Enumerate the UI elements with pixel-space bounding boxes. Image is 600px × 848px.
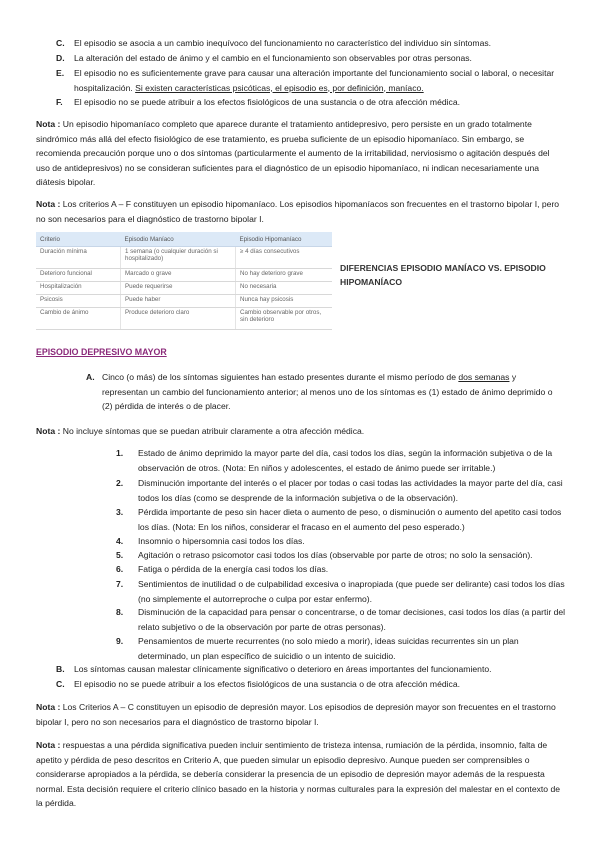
table-cell: Hospitalización: [36, 282, 121, 295]
table-header: Episodio Hipomaníaco: [236, 232, 333, 247]
item-marker: F.: [56, 97, 63, 107]
item-marker: C.: [56, 38, 65, 48]
table-cell: Psicosis: [36, 295, 121, 308]
note-paragraph: [36, 424, 564, 439]
table-cell: Puede haber: [121, 295, 236, 308]
item-text-underlined: dos semanas: [458, 372, 510, 382]
item-marker: B.: [56, 664, 65, 674]
item-text: El episodio no se puede atribuir a los efectos fisiológicos de una sustancia o de otra afección médica.: [74, 679, 460, 689]
item-marker: 7.: [116, 579, 124, 589]
table-header: Criterio: [36, 232, 121, 247]
item-text: El episodio no es suficientemente grave para causar una alteración importante del funcionamiento social o laboral, o necesitar hospitalización.: [74, 68, 555, 93]
item-marker: C.: [56, 679, 65, 689]
note-paragraph: [36, 700, 564, 729]
item-text: Fatiga o pérdida de la energía casi todos los días.: [138, 564, 329, 574]
note-paragraph: [36, 117, 564, 190]
item-marker: 6.: [116, 564, 124, 574]
list-item: [56, 677, 566, 692]
list-item: [116, 476, 566, 505]
table-cell: Cambio de ánimo: [36, 308, 121, 330]
note-paragraph: [36, 197, 564, 226]
list-item: [116, 446, 566, 475]
note-label: Nota :: [36, 119, 61, 129]
list-item: [116, 562, 566, 577]
table-cell: Deterioro funcional: [36, 269, 121, 282]
note-text: Un episodio hipomaníaco completo que aparece durante el tratamiento antidepresivo, pero persiste en un grado totalmente sindrómico más allá del efecto fisiológico de ese tratamiento, es prueba suficiente de un episodio hipomaníaco. Sin embargo, se recomienda precaución porque uno o dos síntomas (particularmente el aumento de la irritabilidad, nerviosismo o agitación después del uso de antidepresivos) no se consideran suficientes para el diagnóstico de un episodio hipomaníaco, ni indican necesariamente una diátesis bipolar.: [36, 119, 550, 188]
note-text: Los criterios A – F constituyen un episodio hipomaníaco. Los episodios hipomaníacos son frecuentes en el trastorno bipolar I, pero no son necesarios para el diagnóstico de trastorno bipolar I.: [36, 199, 560, 224]
item-text: Insomnio o hipersomnia casi todos los días.: [138, 536, 305, 546]
list-item: [56, 95, 566, 110]
section-title: EPISODIO DEPRESIVO MAYOR: [36, 347, 167, 357]
item-marker: 1.: [116, 448, 124, 458]
table-cell: 1 semana (o cualquier duración si hospitalizado): [121, 247, 236, 269]
item-marker: 3.: [116, 507, 124, 517]
item-text: Pensamientos de muerte recurrentes (no solo miedo a morir), ideas suicidas recurrentes sin un plan determinado, un plan específico de suicidio o un intento de suicidio.: [138, 636, 519, 661]
note-text: respuestas a una pérdida significativa pueden incluir sentimiento de tristeza intensa, rumiación de la pérdida, insomnio, falta de apetito y pérdida de peso descritos en Criterio A, que pueden simular un episodio depresivo. Aunque pueden ser comprensibles o considerarse apropiados a la pérdida, se debería considerar la presencia de un episodio de depresión mayor además de la respuesta normal. Esta decisión requiere el criterio clínico basado en la historia y normas culturales para la expresión del malestar en el contexto de la pérdida.: [36, 740, 561, 809]
list-item: [116, 577, 566, 606]
note-label: Nota :: [36, 426, 61, 436]
list-item: [56, 662, 566, 677]
table-row: [36, 247, 332, 269]
table-cell: Puede requerirse: [121, 282, 236, 295]
item-marker: 5.: [116, 550, 124, 560]
table-caption: DIFERENCIAS EPISODIO MANÍACO VS. EPISODIO HIPOMANÍACO: [340, 263, 546, 287]
table-row: [36, 295, 332, 308]
item-marker: 4.: [116, 536, 124, 546]
item-marker: 9.: [116, 636, 124, 646]
note-text: No incluye síntomas que se puedan atribuir claramente a otra afección médica.: [60, 426, 365, 436]
list-item: [116, 634, 566, 663]
note-text: Los Criterios A – C constituyen un episodio de depresión mayor. Los episodios de depresión mayor son frecuentes en el trastorno bipolar I, pero no son necesarios para el diagnóstico de trastorno bipolar I.: [36, 702, 556, 727]
item-text: Disminución importante del interés o el placer por todas o casi todas las actividades la mayor parte del día, casi todos los días (como se desprende de la información subjetiva o de la observación).: [138, 478, 563, 503]
list-item: [116, 605, 566, 634]
table-cell: Marcado o grave: [121, 269, 236, 282]
table-header: Episodio Maníaco: [121, 232, 236, 247]
item-text: Disminución de la capacidad para pensar o concentrarse, o de tomar decisiones, casi todos los días (a partir del relato subjetivo o de la observación por parte de otras personas).: [138, 607, 566, 632]
note-label: Nota :: [36, 740, 61, 750]
item-text: Agitación o retraso psicomotor casi todos los días (observable por parte de otros; no solo la sensación).: [138, 550, 533, 560]
list-item: [56, 36, 566, 51]
table-row: [36, 282, 332, 295]
item-marker: 2.: [116, 478, 124, 488]
item-text: Estado de ánimo deprimido la mayor parte del día, casi todos los días, según la información subjetiva o de la observación de otros. (Nota: En niños y adolescentes, el estado de ánimo puede ser irritable.): [138, 448, 553, 473]
item-marker: E.: [56, 68, 65, 78]
list-item: [116, 505, 566, 534]
item-text: El episodio no se puede atribuir a los efectos fisiológicos de una sustancia o de otra afección médica.: [74, 97, 460, 107]
note-label: Nota :: [36, 702, 61, 712]
table-cell: Duración mínima: [36, 247, 121, 269]
item-text: y representan un cambio del funcionamiento anterior; al menos uno de los síntomas es (1) estado de ánimo deprimido o (2) pérdida de interés o de placer.: [102, 372, 553, 412]
comparison-table: [36, 232, 332, 330]
note-label: Nota :: [36, 199, 61, 209]
table-cell: No necesaria: [236, 282, 333, 295]
table-cell: Nunca hay psicosis: [236, 295, 333, 308]
item-text: Cinco (o más) de los síntomas siguientes han estado presentes durante el mismo período de: [102, 372, 459, 382]
table-cell: Cambio observable por otros, sin deterioro: [236, 308, 333, 330]
table-header-row: [36, 232, 332, 247]
item-text: Pérdida importante de peso sin hacer dieta o aumento de peso, o disminución o aumento del apetito casi todos los días. (Nota: En los niños, considerar el fracaso en el aumento del peso esperado.): [138, 507, 562, 532]
list-item: [56, 66, 566, 95]
item-marker: D.: [56, 53, 65, 63]
list-item: [116, 534, 566, 549]
item-text: Sentimientos de inutilidad o de culpabilidad excesiva o inapropiada (que puede ser delirante) casi todos los días (no simplemente el autorreproche o culpa por estar enfermo).: [138, 579, 565, 604]
table-cell: No hay deterioro grave: [236, 269, 333, 282]
table-cell: ≥ 4 días consecutivos: [236, 247, 333, 269]
item-marker: A.: [86, 372, 95, 382]
table-row: [36, 269, 332, 282]
item-marker: 8.: [116, 607, 124, 617]
item-text-underlined: Si existen características psicóticas, el episodio es, por definición, maníaco.: [135, 82, 424, 93]
table-cell: Produce deterioro claro: [121, 308, 236, 330]
note-paragraph: [36, 738, 564, 811]
list-item: [56, 51, 566, 66]
item-text: El episodio se asocia a un cambio inequívoco del funcionamiento no característico del individuo sin síntomas.: [74, 38, 492, 48]
list-item: [116, 548, 566, 563]
item-text: Los síntomas causan malestar clínicamente significativo o deterioro en áreas importantes del funcionamiento.: [74, 664, 492, 674]
item-text: La alteración del estado de ánimo y el cambio en el funcionamiento son observables por otras personas.: [74, 53, 472, 63]
list-item: [86, 370, 564, 414]
table-row: [36, 308, 332, 330]
